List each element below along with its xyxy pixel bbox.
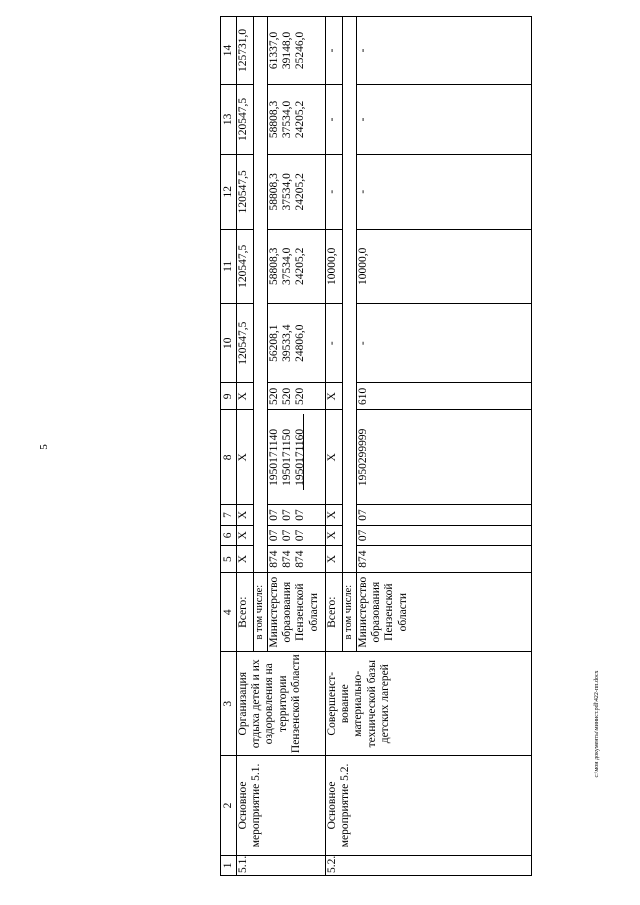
total-label: Всего: [237, 573, 254, 652]
cell: 07 [281, 529, 294, 542]
col-header: 7 [221, 505, 237, 525]
col-header: 2 [221, 756, 237, 855]
cell-list [268, 304, 326, 383]
row-number: 5.1. [237, 855, 326, 875]
cell: 1950171140 [268, 428, 280, 486]
cell: X [326, 525, 343, 545]
cell: - [357, 17, 532, 85]
cell: X [237, 505, 254, 525]
cell: 874 [294, 550, 307, 568]
table-row [237, 17, 254, 876]
ministry-label: Министерство образования Пензенской области [268, 573, 326, 652]
cell: 610 [357, 383, 532, 410]
cell: X [237, 383, 254, 410]
including-label: в том числе: [254, 573, 268, 652]
cell: 07 [294, 509, 307, 521]
col-header: 1 [221, 855, 237, 875]
col-header: 4 [221, 573, 237, 652]
cell: - [326, 304, 343, 383]
page-number: 5 [38, 444, 50, 450]
cell: 10000,0 [326, 229, 343, 304]
footer-path: с:\мои документы\минист.pdl\422-пп.docx [594, 670, 600, 778]
cell: 58808,3 [268, 173, 280, 211]
cell: - [357, 154, 532, 229]
empty-cell [343, 17, 357, 573]
cell: 58808,3 [268, 100, 280, 139]
cell: 120547,5 [237, 154, 254, 229]
cell-list [268, 17, 326, 85]
cell: 24205,2 [294, 247, 307, 286]
col-header: 12 [221, 154, 237, 229]
cell: 120547,5 [237, 229, 254, 304]
cell: X [326, 546, 343, 573]
cell: 120547,5 [237, 304, 254, 383]
cell-list [268, 383, 326, 410]
cell-list [268, 525, 326, 545]
total-label: Всего: [326, 573, 343, 652]
ministry-label: Министерство образования Пензенской области [357, 573, 532, 652]
cell-list [268, 410, 326, 505]
cell: 24205,2 [294, 173, 307, 211]
activity-name: Основное мероприятие 5.1. [237, 756, 326, 855]
col-header: 11 [221, 229, 237, 304]
col-header: 9 [221, 383, 237, 410]
budget-table [220, 16, 532, 876]
cell: 07 [357, 525, 532, 545]
cell: 39533,4 [281, 324, 294, 362]
col-header: 5 [221, 546, 237, 573]
cell: 56208,1 [268, 324, 280, 362]
header-row [221, 17, 237, 876]
cell-list [268, 505, 326, 525]
col-header: 14 [221, 17, 237, 85]
cell: 1950171160 [294, 428, 307, 486]
col-header: 3 [221, 652, 237, 756]
col-header: 6 [221, 525, 237, 545]
row-number: 5.2. [326, 855, 532, 875]
cell: - [357, 304, 532, 383]
cell: X [237, 410, 254, 505]
cell: 520 [281, 387, 294, 405]
cell: 07 [294, 529, 307, 542]
cell: 520 [294, 387, 307, 405]
cell: - [326, 84, 343, 154]
cell-list [268, 229, 326, 304]
cell: 07 [268, 529, 280, 542]
empty-cell [254, 17, 268, 573]
cell: 1950171150 [281, 428, 294, 486]
cell: 37534,0 [281, 247, 294, 286]
cell-list [268, 546, 326, 573]
cell: 125731,0 [237, 17, 254, 85]
col-header: 13 [221, 84, 237, 154]
cell: X [237, 546, 254, 573]
activity-name: Основное мероприятие 5.2. [326, 756, 532, 855]
cell: 874 [268, 550, 280, 568]
cell: - [357, 84, 532, 154]
table-container [220, 16, 532, 876]
cell: 37534,0 [281, 173, 294, 211]
cell: 874 [357, 546, 532, 573]
cell-list [268, 154, 326, 229]
cell: X [237, 525, 254, 545]
cell-list [268, 84, 326, 154]
cell: X [326, 410, 343, 505]
cell: 520 [268, 387, 280, 405]
cell: 07 [357, 505, 532, 525]
cell: 39148,0 [281, 31, 294, 70]
cell: 1950299999 [357, 410, 532, 505]
col-header: 8 [221, 410, 237, 505]
cell: 874 [281, 550, 294, 568]
table-row [326, 17, 343, 876]
cell: X [326, 505, 343, 525]
cell: 10000,0 [357, 229, 532, 304]
cell: - [326, 154, 343, 229]
cell: X [326, 383, 343, 410]
activity-description: Совершенст-вование материально-технической базы детских лагерей [326, 652, 532, 756]
cell: - [326, 17, 343, 85]
cell: 24806,0 [294, 324, 307, 362]
cell: 37534,0 [281, 100, 294, 139]
including-label: в том числе: [343, 573, 357, 652]
cell: 58808,3 [268, 247, 280, 286]
cell: 61337,0 [268, 31, 280, 70]
cell: 07 [281, 509, 294, 521]
cell: 120547,5 [237, 84, 254, 154]
cell: 24205,2 [294, 100, 307, 139]
col-header: 10 [221, 304, 237, 383]
cell: 07 [268, 509, 280, 521]
cell: 25246,0 [294, 31, 307, 70]
activity-description: Организация отдыха детей и их оздоровления на территории Пензенской области [237, 652, 326, 756]
